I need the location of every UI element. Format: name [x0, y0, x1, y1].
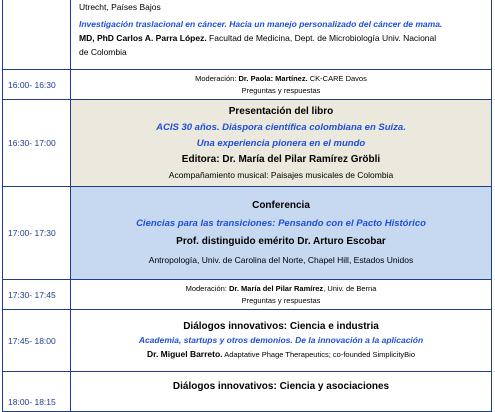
table-row — [3, 310, 492, 372]
content-cell — [71, 372, 492, 412]
speaker-line — [79, 31, 491, 45]
affiliation-line: Utrecht, Países Bajos — [79, 2, 161, 12]
time-cell: 17:30- 17:45 — [3, 280, 71, 310]
talk-title: Academia, startups y otros demonios. De la innovación a la aplicación — [138, 335, 424, 345]
speaker-name: Prof. distinguido emérito Dr. Arturo Escobar — [176, 236, 386, 247]
speaker-line — [71, 347, 491, 362]
qa-line: Preguntas y respuestas — [241, 85, 321, 95]
table-row — [3, 280, 492, 310]
time-cell: 16:00- 16:30 — [3, 70, 71, 100]
moderator-affiliation: CK-CARE Davos — [307, 73, 367, 83]
content-cell — [71, 70, 492, 100]
book-title: ACIS 30 años. Diáspora científica colombiana en Suiza. — [156, 121, 406, 133]
time-cell: 17:00- 17:30 — [3, 187, 71, 280]
speaker-name: MD, PhD Carlos A. Parra López. — [79, 33, 207, 43]
content-cell — [71, 100, 492, 187]
talk-title: Ciencias para las transiciones: Pensando con el Pacto Histórico — [136, 218, 426, 229]
moderator-name: Dr. Paola: Martínez. — [238, 73, 308, 83]
section-heading: Diálogos innovativos: Ciencia y asociaciones — [172, 381, 390, 392]
content-cell — [71, 187, 492, 280]
content-cell — [71, 280, 492, 310]
content-cell — [71, 0, 492, 70]
moderation-label: Moderación: — [185, 283, 229, 293]
moderation-line — [71, 73, 491, 85]
time-cell: 18:00- 18:15 — [3, 372, 71, 412]
speaker-name: Dr. Miguel Barreto. — [146, 349, 223, 359]
moderator-name: Dr. María del Pilar Ramírez — [228, 283, 324, 293]
qa-line: Preguntas y respuestas — [241, 295, 321, 305]
time-cell: 16:30- 17:00 — [3, 100, 71, 187]
table-row — [3, 70, 492, 100]
table-row — [3, 100, 492, 187]
speaker-affiliation-cont: de Colombia — [79, 47, 127, 57]
book-subtitle: Una experiencia pionera en el mundo — [196, 137, 366, 149]
time-cell: 17:45- 18:00 — [3, 310, 71, 372]
table-row — [3, 0, 492, 70]
time-cell — [3, 0, 71, 70]
table-row — [3, 187, 492, 280]
table-row — [3, 372, 492, 412]
program-table — [2, 0, 492, 412]
speaker-affiliation: Adaptative Phage Therapeutics; co-founded SimplicityBio — [222, 350, 416, 359]
content-cell — [71, 310, 492, 372]
section-heading: Diálogos innovativos: Ciencia e industria — [183, 321, 379, 332]
editor-line: Editora: Dr. María del Pilar Ramírez Gröbli — [181, 153, 381, 165]
moderation-label: Moderación: — [195, 73, 239, 83]
music-line: Acompañamiento musical: Paisajes musicales de Colombia — [168, 169, 394, 180]
moderation-line — [71, 283, 491, 295]
speaker-affiliation: Facultad de Medicina, Dept. de Microbiología Univ. Nacional — [206, 33, 437, 43]
section-heading: Presentación del libro — [228, 105, 334, 117]
moderator-affiliation: , Univ. de Berna — [323, 283, 377, 293]
speaker-affiliation: Antropología, Univ. de Carolina del Norte, Chapel Hill, Estados Unidos — [148, 255, 414, 265]
talk-title: Investigación traslacional en cáncer. Hacia un manejo personalizado del cáncer de mama. — [79, 19, 443, 29]
section-heading: Conferencia — [252, 200, 310, 211]
